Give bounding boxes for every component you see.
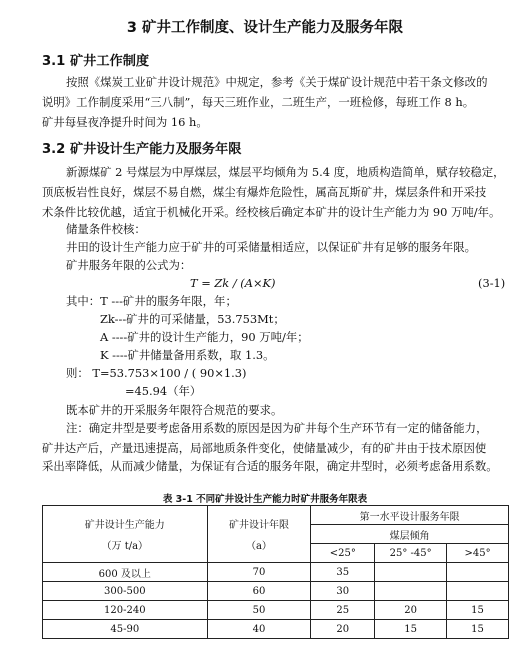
definition-line: 其中：T ---矿井的服务年限，年； xyxy=(66,294,237,308)
definition-line: A ----矿井的设计生产能力，90 万吨/年； xyxy=(100,330,309,344)
table-cell: 20 xyxy=(311,620,375,639)
header-years-label: 矿井设计年限 xyxy=(228,520,289,531)
note-line: 矿井达产后，产量迅速提高，局部地质条件变化，使储量减少，有的矿井由于技术原因使 xyxy=(42,441,487,455)
table-cell: 600 及以上 xyxy=(43,563,208,582)
paragraph-line: 说明》工作制度采用“三八制”，每天三班作业，二班生产，一班检修，每班工作 8 h。 xyxy=(42,95,475,109)
paragraph-line: 新源煤矿 2 号煤层为中厚煤层，煤层平均倾角为 5.4 度，地质构造简单，赋存较稳定， xyxy=(66,165,505,179)
paragraph-line: 顶底板岩性良好，煤层不易自燃，煤尘有爆炸危险性，属高瓦斯矿井，煤层条件和开采技 xyxy=(42,185,487,199)
header-dip: 煤层倾角 xyxy=(311,525,509,544)
calculation-result: =45.94（年） xyxy=(125,384,202,398)
table-cell: 45-90 xyxy=(43,620,208,639)
calculation-line: 则： T=53.753×100 / ( 90×1.3) xyxy=(66,366,247,380)
table-cell: 300-500 xyxy=(43,582,208,601)
paragraph-line: 按照《煤炭工业矿井设计规范》中规定，参考《关于煤矿设计规范中若干条文修改的 xyxy=(66,75,488,89)
note-line: 采出率降低，从而减少储量，为保证有合适的服务年限，确定井型时，必须考虑备用系数。 xyxy=(42,459,498,473)
table-cell: 15 xyxy=(447,620,509,639)
service-life-table xyxy=(42,505,509,639)
table-cell: 70 xyxy=(207,563,311,582)
table-cell: 15 xyxy=(375,620,447,639)
table-cell: 15 xyxy=(447,601,509,620)
header-dip-range: <25° xyxy=(311,544,375,563)
table-cell xyxy=(375,563,447,582)
table-cell: 50 xyxy=(207,601,311,620)
table-cell: 120-240 xyxy=(43,601,208,620)
chapter-title: 3 矿井工作制度、设计生产能力及服务年限 xyxy=(126,20,404,36)
table-caption: 表 3-1 不同矿井设计生产能力时矿井服务年限表 xyxy=(162,494,368,505)
header-dip-range: 25° -45° xyxy=(375,544,447,563)
table-cell xyxy=(375,582,447,601)
paragraph-line: 矿井服务年限的公式为： xyxy=(66,258,192,272)
header-years-unit: （a） xyxy=(245,541,272,552)
table-cell xyxy=(447,563,509,582)
table-cell xyxy=(447,582,509,601)
definition-line: K ----矿井储量备用系数，取 1.3。 xyxy=(100,348,275,362)
conclusion-line: 既本矿井的开采服务年限符合规范的要求。 xyxy=(66,403,283,417)
header-capacity-label: 矿井设计生产能力 xyxy=(84,520,165,531)
header-first-level: 第一水平设计服务年限 xyxy=(311,506,509,525)
formula: T = Zk / (A×K) xyxy=(190,276,276,290)
header-years xyxy=(207,506,311,563)
paragraph-line: 储量条件校核： xyxy=(66,222,146,236)
formula-number: (3-1) xyxy=(478,276,506,290)
note-line: 注：确定井型是要考虑备用系数的原因是因为矿井每个生产环节有一定的储备能力， xyxy=(66,421,488,435)
table-cell: 30 xyxy=(311,582,375,601)
section-3-2-heading: 3.2 矿井设计生产能力及服务年限 xyxy=(42,142,242,157)
table-row xyxy=(43,563,509,582)
paragraph-line: 井田的设计生产能力应于矿井的可采储量相适应，以保证矿井有足够的服务年限。 xyxy=(66,240,477,254)
header-capacity-unit: （万 t/a） xyxy=(101,541,149,552)
table-cell: 20 xyxy=(375,601,447,620)
definition-line: Zk---矿井的可采储量，53.753Mt； xyxy=(100,312,285,326)
table-cell: 25 xyxy=(311,601,375,620)
header-capacity xyxy=(43,506,208,563)
table-cell: 60 xyxy=(207,582,311,601)
paragraph-line: 术条件比较优越，适宜于机械化开采。经校核后确定本矿井的设计生产能力为 90 万吨/年。 xyxy=(42,205,501,219)
table-cell: 40 xyxy=(207,620,311,639)
table-row xyxy=(43,620,509,639)
paragraph-line: 矿井每昼夜净提升时间为 16 h。 xyxy=(42,115,208,129)
header-dip-range: >45° xyxy=(447,544,509,563)
table-cell: 35 xyxy=(311,563,375,582)
table-row xyxy=(43,601,509,620)
table-row xyxy=(43,582,509,601)
section-3-1-heading: 3.1 矿井工作制度 xyxy=(42,54,150,69)
